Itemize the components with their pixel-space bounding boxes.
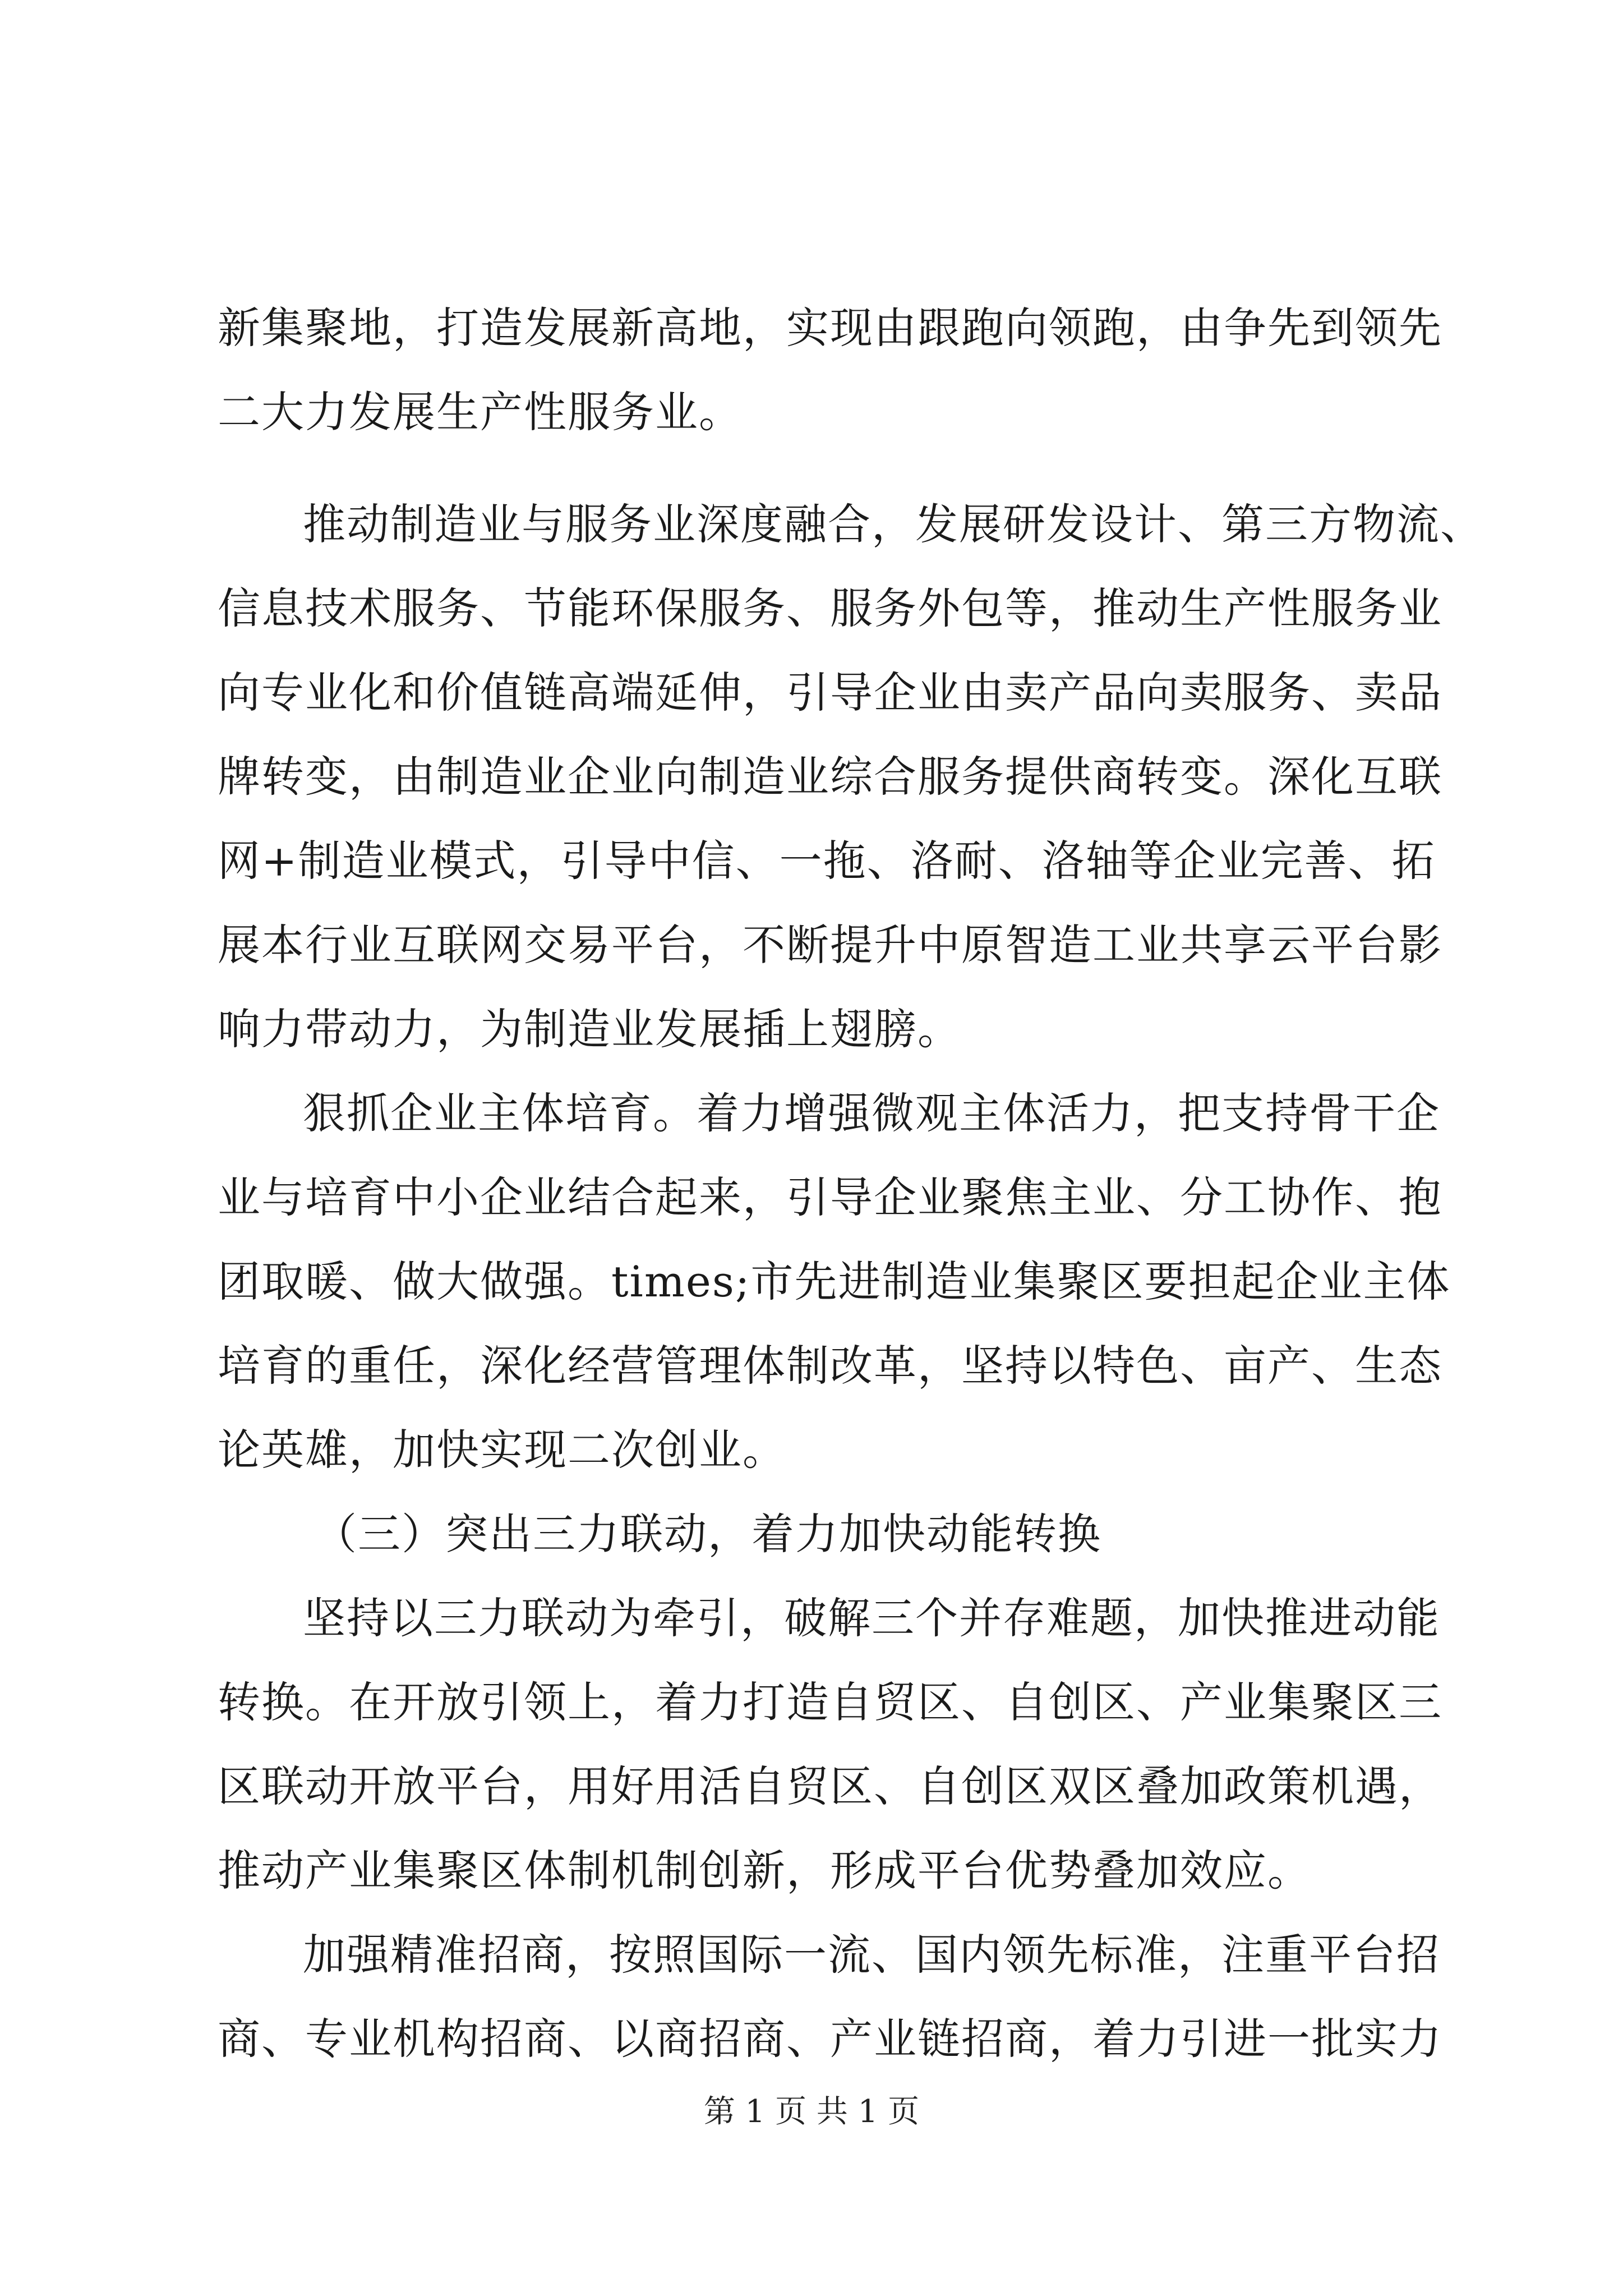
paragraph-first-line: 坚持以三力联动为牵引，破解三个并存难题，加快推进动能 — [303, 1593, 1440, 1643]
text-line: 培育的重任，深化经营管理体制改革，坚持以特色、亩产、生态 — [218, 1341, 1442, 1391]
text-line: 牌转变，由制造业企业向制造业综合服务提供商转变。深化互联 — [218, 752, 1442, 802]
text-line: 二大力发展生产性服务业。 — [218, 387, 743, 437]
text-line: 商、专业机构招商、以商招商、产业链招商，着力引进一批实力 — [218, 2014, 1442, 2064]
text-line: 展本行业互联网交易平台，不断提升中原智造工业共享云平台影 — [218, 920, 1442, 970]
text-line: 团取暖、做大做强。times;市先进制造业集聚区要担起企业主体 — [218, 1257, 1451, 1306]
page-number-footer: 第 1 页 共 1 页 — [703, 2093, 920, 2130]
paragraph-first-line: 推动制造业与服务业深度融合，发展研发设计、第三方物流、 — [303, 499, 1484, 549]
text-line: 转换。在开放引领上，着力打造自贸区、自创区、产业集聚区三 — [218, 1677, 1442, 1727]
text-line: 向专业化和价值链高端延伸，引导企业由卖产品向卖服务、卖品 — [218, 668, 1442, 717]
text-line: 区联动开放平台，用好用活自贸区、自创区双区叠加政策机遇， — [218, 1761, 1442, 1811]
text-line: 业与培育中小企业结合起来，引导企业聚焦主业、分工协作、抱 — [218, 1172, 1442, 1222]
text-line: 推动产业集聚区体制机制创新，形成平台优势叠加效应。 — [218, 1846, 1311, 1895]
section-heading: （三）突出三力联动，着力加快动能转换 — [314, 1509, 1101, 1559]
text-line: 论英雄，加快实现二次创业。 — [218, 1425, 786, 1475]
text-line: 新集聚地，打造发展新高地，实现由跟跑向领跑，由争先到领先 — [218, 303, 1442, 353]
paragraph-first-line: 狠抓企业主体培育。着力增强微观主体活力，把支持骨干企 — [303, 1088, 1440, 1138]
text-line: 网+制造业模式，引导中信、一拖、洛耐、洛轴等企业完善、拓 — [218, 836, 1436, 886]
text-line: 响力带动力，为制造业发展插上翅膀。 — [218, 1004, 961, 1054]
paragraph-first-line: 加强精准招商，按照国际一流、国内领先标准，注重平台招 — [303, 1930, 1440, 1980]
text-line: 信息技术服务、节能环保服务、服务外包等，推动生产性服务业 — [218, 583, 1442, 633]
